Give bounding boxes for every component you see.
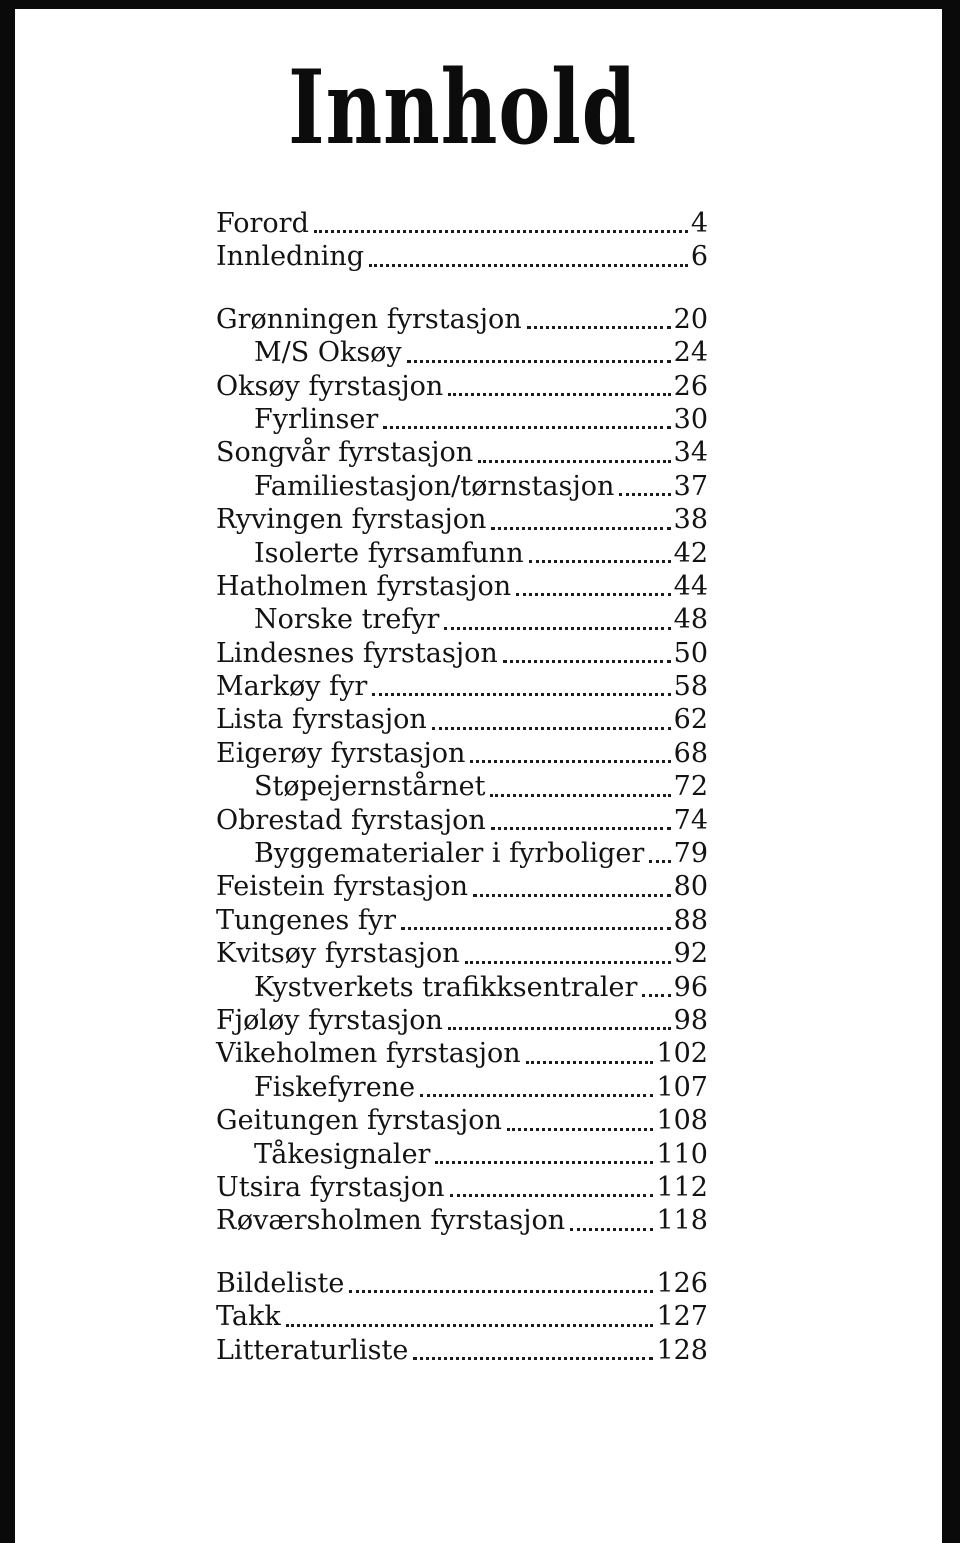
dot-leader — [420, 1094, 653, 1097]
toc-entry-label: Ryvingen fyrstasjon — [216, 504, 487, 536]
table-of-contents — [216, 207, 708, 1367]
toc-entry-label: Fyrlinser — [254, 403, 379, 435]
dot-leader — [490, 794, 670, 797]
toc-entry-page: 98 — [673, 1004, 708, 1036]
toc-entry-page: 34 — [673, 437, 708, 469]
toc-entry — [216, 503, 708, 536]
toc-entry-page: 20 — [673, 303, 708, 335]
toc-entry-page: 102 — [656, 1038, 708, 1070]
toc-entry-label: Oksøy fyrstasjon — [216, 370, 444, 402]
toc-entry-page: 38 — [673, 504, 708, 536]
toc-entry — [216, 240, 708, 273]
toc-entry-label: Familiestasjon/tørnstasjon — [254, 470, 615, 502]
toc-entry-page: 88 — [673, 904, 708, 936]
scan-edge-right — [942, 0, 960, 1543]
dot-leader — [516, 593, 670, 596]
toc-entry-label: Støpejernstårnet — [254, 771, 486, 803]
toc-entry — [216, 971, 708, 1004]
toc-entry-label: Forord — [216, 208, 309, 239]
toc-entry — [216, 1037, 708, 1070]
dot-leader — [448, 393, 670, 396]
dot-leader — [383, 426, 670, 429]
toc-entry-label: Markøy fyr — [216, 671, 368, 703]
toc-entry-page: 42 — [673, 537, 708, 569]
toc-entry-page: 96 — [673, 971, 708, 1003]
toc-entry — [216, 737, 708, 770]
toc-entry — [216, 1138, 708, 1171]
scan-edge-left — [0, 0, 15, 1543]
toc-entry-page: 68 — [673, 737, 708, 769]
toc-entry — [216, 1004, 708, 1037]
toc-entry-page: 37 — [673, 470, 708, 502]
toc-entry-page: 48 — [673, 604, 708, 636]
toc-entry-page: 80 — [673, 871, 708, 903]
toc-entry — [216, 1104, 708, 1137]
toc-entry-page: 4 — [690, 208, 708, 239]
dot-leader — [444, 627, 670, 630]
toc-entry — [216, 837, 708, 870]
dot-leader — [478, 460, 671, 463]
toc-entry — [216, 603, 708, 636]
toc-entry-label: Tungenes fyr — [216, 904, 397, 936]
toc-entry — [216, 370, 708, 403]
dot-leader — [473, 894, 671, 897]
toc-entry-label: Bildeliste — [216, 1267, 345, 1299]
dot-leader — [570, 1228, 653, 1231]
toc-entry — [216, 703, 708, 736]
toc-entry — [216, 403, 708, 436]
dot-leader — [369, 264, 688, 267]
toc-entry — [216, 537, 708, 570]
dot-leader — [649, 860, 670, 863]
dot-leader — [372, 693, 670, 696]
toc-entry-page: 72 — [673, 771, 708, 803]
toc-entry-page: 128 — [656, 1334, 708, 1366]
toc-entry — [216, 637, 708, 670]
toc-entry — [216, 870, 708, 903]
title-block — [0, 48, 925, 168]
dot-leader — [432, 727, 671, 730]
toc-entry-label: Tåkesignaler — [254, 1138, 431, 1170]
dot-leader — [491, 827, 671, 830]
toc-entry-label: Kystverkets trafikksentraler — [254, 971, 638, 1003]
toc-entry — [216, 1334, 708, 1367]
toc-entry — [216, 904, 708, 937]
dot-leader — [465, 961, 671, 964]
toc-entry-label: Vikeholmen fyrstasjon — [216, 1038, 521, 1070]
toc-entry-page: 127 — [656, 1301, 708, 1333]
toc-entry-page: 118 — [656, 1205, 708, 1237]
toc-entry-label: Feistein fyrstasjon — [216, 871, 468, 903]
toc-entry-label: Hatholmen fyrstasjon — [216, 570, 512, 602]
toc-entry — [216, 1300, 708, 1333]
toc-entry — [216, 570, 708, 603]
dot-leader — [450, 1194, 654, 1197]
toc-entry-label: Norske trefyr — [254, 604, 440, 636]
toc-entry-label: Kvitsøy fyrstasjon — [216, 938, 460, 970]
toc-entry — [216, 207, 708, 240]
toc-entry-label: Grønningen fyrstasjon — [216, 303, 522, 335]
toc-entry — [216, 470, 708, 503]
toc-entry-label: M/S Oksøy — [254, 337, 402, 369]
toc-entry-label: Obrestad fyrstasjon — [216, 804, 486, 836]
toc-entry — [216, 804, 708, 837]
toc-entry-page: 24 — [673, 337, 708, 369]
toc-entry — [216, 1204, 708, 1237]
toc-entry-page: 44 — [673, 570, 708, 602]
toc-entry-label: Eigerøy fyrstasjon — [216, 737, 466, 769]
toc-entry — [216, 1171, 708, 1204]
toc-entry-label: Innledning — [216, 241, 365, 273]
toc-entry-label: Songvår fyrstasjon — [216, 437, 474, 469]
toc-entry — [216, 336, 708, 369]
toc-entry — [216, 1071, 708, 1104]
dot-leader — [448, 1027, 671, 1030]
dot-leader — [526, 1061, 654, 1064]
toc-entry-label: Utsira fyrstasjon — [216, 1171, 445, 1203]
page-title: Innhold — [287, 48, 638, 168]
dot-leader — [491, 527, 670, 530]
toc-entry-page: 107 — [656, 1071, 708, 1103]
toc-entry-label: Byggematerialer i fyrboliger — [254, 838, 645, 870]
dot-leader — [507, 1128, 654, 1131]
dot-leader — [349, 1290, 653, 1293]
toc-entry-page: 74 — [673, 804, 708, 836]
toc-entry — [216, 670, 708, 703]
dot-leader — [435, 1161, 653, 1164]
dot-leader — [642, 994, 670, 997]
toc-entry — [216, 937, 708, 970]
dot-leader — [314, 230, 688, 233]
dot-leader — [470, 760, 670, 763]
toc-entry-page: 79 — [673, 838, 708, 870]
toc-entry-page: 62 — [673, 704, 708, 736]
dot-leader — [407, 360, 671, 363]
dot-leader — [401, 927, 671, 930]
dot-leader — [503, 660, 671, 663]
toc-entry-page: 58 — [673, 671, 708, 703]
toc-entry-page: 30 — [673, 403, 708, 435]
dot-leader — [413, 1357, 653, 1360]
dot-leader — [286, 1324, 654, 1327]
toc-entry-label: Lindesnes fyrstasjon — [216, 637, 498, 669]
toc-entry-page: 92 — [673, 938, 708, 970]
toc-entry — [216, 1267, 708, 1300]
toc-entry-label: Takk — [216, 1301, 281, 1333]
toc-entry-label: Lista fyrstasjon — [216, 704, 427, 736]
toc-entry-label: Fjøløy fyrstasjon — [216, 1004, 443, 1036]
toc-entry — [216, 303, 708, 336]
toc-entry-page: 126 — [656, 1267, 708, 1299]
toc-entry-page: 108 — [656, 1105, 708, 1137]
toc-entry-page: 110 — [656, 1138, 708, 1170]
toc-entry-label: Røværsholmen fyrstasjon — [216, 1205, 566, 1237]
dot-leader — [619, 493, 670, 496]
toc-entry — [216, 770, 708, 803]
toc-entry-page: 50 — [673, 637, 708, 669]
toc-entry-page: 26 — [673, 370, 708, 402]
toc-entry — [216, 436, 708, 469]
dot-leader — [527, 326, 671, 329]
toc-entry-page: 6 — [690, 241, 708, 273]
dot-leader — [529, 560, 671, 563]
toc-entry-label: Fiskefyrene — [254, 1071, 416, 1103]
scan-edge-top — [0, 0, 960, 9]
toc-entry-label: Litteraturliste — [216, 1334, 409, 1366]
toc-entry-label: Isolerte fyrsamfunn — [254, 537, 524, 569]
toc-entry-page: 112 — [656, 1171, 708, 1203]
toc-entry-label: Geitungen fyrstasjon — [216, 1105, 502, 1137]
